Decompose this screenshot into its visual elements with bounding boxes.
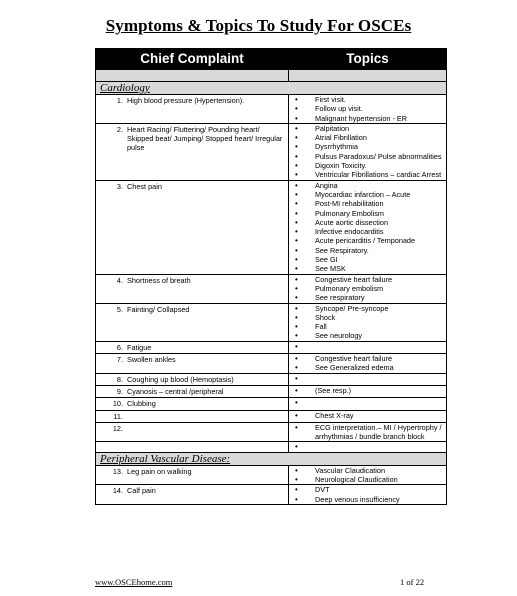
table-body [96, 70, 447, 505]
complaint-text: Chest pain [127, 181, 162, 191]
topic-item: • See Generalized edema [289, 363, 446, 372]
complaint-cell [96, 465, 289, 485]
topic-item [289, 374, 446, 383]
topic-item: • Digoxin Toxicity. [289, 161, 446, 170]
topics-list [289, 398, 446, 407]
topics-list [289, 411, 446, 420]
table-row [96, 274, 447, 303]
topic-item: • Neurological Claudication [289, 475, 446, 484]
complaint-cell [96, 398, 289, 410]
topic-item: • Post-MI rehabilitation [289, 199, 446, 208]
topics-list [289, 342, 446, 351]
complaint-text: Shortness of breath [127, 275, 191, 285]
row-number: 5. [116, 304, 123, 314]
row-number: 12. [112, 423, 123, 433]
topics-list [289, 275, 446, 303]
topic-item: • See MSK [289, 264, 446, 273]
topics-list [289, 374, 446, 383]
complaint-cell [96, 341, 289, 353]
topic-item: • Vascular Claudication [289, 466, 446, 475]
topics-list [289, 354, 446, 373]
topics-cell [289, 485, 447, 505]
complaint-cell [96, 410, 289, 422]
topic-item: • ECG interpretation.– MI / Hypertrophy / arrhythmias / bundle branch block [289, 423, 446, 442]
topics-cell [289, 422, 447, 442]
complaint-text: Heart Racing/ Fluttering/ Pounding heart/ Skipped beat/ Jumping/ Stopped heart/ Irregular pulse [127, 124, 283, 153]
complaint-cell [96, 373, 289, 385]
complaint-text: Fatigue [127, 342, 152, 352]
topic-item: • Infective endocarditis [289, 227, 446, 236]
topics-cell [289, 123, 447, 180]
footer-url[interactable]: www.OSCEhome.com [95, 577, 173, 587]
topics-cell [289, 180, 447, 274]
topic-item: • Acute aortic dissection [289, 218, 446, 227]
complaint-text: Clubbing [127, 399, 156, 409]
topics-cell [289, 442, 447, 452]
complaint-cell [96, 123, 289, 180]
complaint-text [127, 424, 285, 433]
topic-item: • (See resp.) [289, 386, 446, 395]
topics-cell [289, 354, 447, 374]
row-number: 10. [112, 399, 123, 409]
complaint-text: Leg pain on walking [127, 466, 192, 476]
topic-item: • Deep venous insufficiency [289, 495, 446, 504]
topics-cell [289, 410, 447, 422]
complaint-cell [96, 274, 289, 303]
topic-item [289, 442, 446, 451]
topic-item [289, 398, 446, 407]
topic-item: • See GI [289, 255, 446, 264]
topics-list [289, 466, 446, 485]
topic-item: • First visit. [289, 95, 446, 104]
table-row [96, 422, 447, 442]
section-title: Cardiology [100, 82, 150, 94]
row-number: 8. [116, 374, 123, 384]
topic-item: • Myocardiac infarction – Acute [289, 190, 446, 199]
row-number: 9. [116, 386, 123, 396]
topics-list [289, 423, 446, 442]
complaint-cell [96, 385, 289, 397]
page-title: Symptoms & Topics To Study For OSCEs [105, 16, 412, 35]
complaint-text: Swollen ankles [127, 355, 176, 365]
table-row [96, 485, 447, 505]
topic-item: • Angina [289, 181, 446, 190]
table-row [96, 354, 447, 374]
table-row [96, 465, 447, 485]
table-row [96, 123, 447, 180]
topics-list [289, 442, 446, 451]
table-row [96, 385, 447, 397]
complaint-cell [96, 303, 289, 341]
table-row [96, 373, 447, 385]
row-number: 11. [113, 411, 123, 421]
topic-item: • Chest X-ray [289, 411, 446, 420]
complaint-text: Coughing up blood (Hemoptasis) [127, 374, 234, 384]
topics-list [289, 304, 446, 341]
topics-cell [289, 95, 447, 124]
complaint-text: Cyanosis – central /peripheral [127, 386, 224, 396]
topic-item: • Pulsus Paradoxus/ Pulse abnormalities [289, 152, 446, 161]
table-row [96, 410, 447, 422]
row-number: 7. [116, 355, 123, 365]
complaint-text: Fainting/ Collapsed [127, 304, 190, 314]
complaint-cell [96, 442, 289, 452]
topic-item: • Fall [289, 322, 446, 331]
row-number: 3. [116, 181, 123, 191]
section-row [96, 82, 447, 95]
topics-list [289, 95, 446, 123]
topics-list [289, 124, 446, 180]
topic-item: • Pulmonary embolism [289, 284, 446, 293]
table-row [96, 95, 447, 124]
topics-cell [289, 398, 447, 410]
topic-item: • Follow up visit. [289, 104, 446, 113]
topic-item: • DVT [289, 485, 446, 494]
topic-item: • Congestive heart failure [289, 354, 446, 363]
row-number: 4. [116, 275, 123, 285]
topics-list [289, 485, 446, 504]
header-chief-complaint: Chief Complaint [96, 49, 289, 70]
row-number: 6. [116, 342, 123, 352]
topic-item: • See neurology [289, 331, 446, 340]
section-row [96, 452, 447, 465]
table-row [96, 442, 447, 452]
complaint-text: High blood pressure (Hypertension). [127, 96, 245, 105]
complaint-cell [96, 180, 289, 274]
section-title: Peripheral Vascular Disease: [100, 452, 231, 465]
topic-item: • See respiratory [289, 293, 446, 302]
table-row [96, 398, 447, 410]
topic-item [289, 342, 446, 351]
topics-cell [289, 303, 447, 341]
complaint-text [127, 412, 285, 421]
complaint-cell [96, 485, 289, 505]
table-row [96, 180, 447, 274]
topics-list [289, 386, 446, 395]
row-number: 2. [116, 124, 123, 134]
topic-item: • Palpitation [289, 124, 446, 133]
complaint-cell [96, 354, 289, 374]
table-row [96, 303, 447, 341]
topic-item: • Congestive heart failure [289, 275, 446, 284]
header-topics: Topics [289, 49, 447, 70]
table-row [96, 341, 447, 353]
complaint-cell [96, 422, 289, 442]
topics-cell [289, 465, 447, 485]
topics-cell [289, 341, 447, 353]
complaint-text: Calf pain [127, 486, 156, 496]
row-number: 14. [112, 486, 123, 496]
topic-item: • See Respiratory. [289, 246, 446, 255]
topic-item: • Dysrrhythmia [289, 142, 446, 151]
topic-item: • Syncope/ Pre-syncope [289, 304, 446, 313]
osce-topics-table [95, 48, 447, 505]
page-number: 1 of 22 [400, 577, 425, 587]
topic-item: • Ventricular Fibrillations – cardiac Arrest [289, 170, 446, 179]
topic-item: • Atrial Fibrillation [289, 133, 446, 142]
row-number: 1. [116, 96, 123, 105]
topic-item: • Acute pericarditis / Temponade [289, 236, 446, 245]
topics-list [289, 181, 446, 274]
header-spacer-row [96, 70, 447, 82]
topic-item: • Shock [289, 313, 446, 322]
topics-cell [289, 373, 447, 385]
topics-cell [289, 385, 447, 397]
topic-item: • Malignant hypertension - ER [289, 114, 446, 123]
row-number: 13. [112, 466, 123, 476]
topics-cell [289, 274, 447, 303]
topic-item: • Pulmonary Embolism [289, 209, 446, 218]
complaint-cell [96, 95, 289, 124]
